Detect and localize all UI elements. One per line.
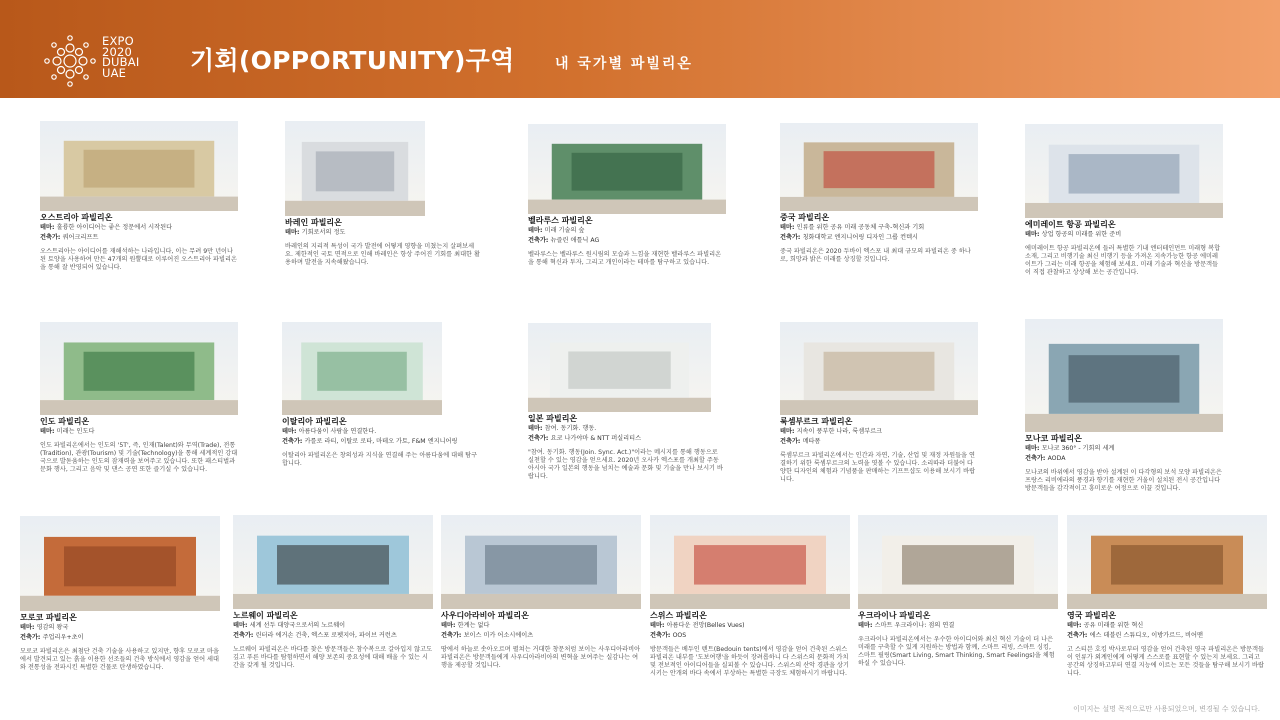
pavilion-description: 바레인의 지리적 특성이 국가 발전에 어떻게 영향을 미쳤는지 살펴보세요. 제한적인 국토 면적으로 인해 바레인은 항상 주어진 기회를 최대한 활용하며 발전을 지속해왔습니다. bbox=[285, 243, 480, 266]
pavilion-architect bbox=[282, 437, 478, 447]
pavilion-image bbox=[1067, 515, 1267, 609]
pavilion-theme bbox=[780, 427, 978, 437]
pavilion-card bbox=[528, 323, 724, 481]
pavilion-name: 바레인 파빌리온 bbox=[285, 218, 342, 227]
architect-label: 건축가: bbox=[528, 435, 551, 442]
logo-wordmark bbox=[102, 36, 139, 78]
pavilion-image bbox=[285, 121, 425, 216]
architect-label: 건축가: bbox=[1025, 455, 1048, 462]
pavilion-card bbox=[40, 121, 238, 272]
pavilion-name: 이탈리아 파빌리온 bbox=[282, 417, 347, 426]
theme-label: 테마: bbox=[40, 224, 57, 231]
pavilion-card bbox=[1025, 124, 1223, 277]
pavilion-card bbox=[282, 322, 478, 468]
pavilion-description: "참여. 동기화. 행동(Join. Sync. Act.)"이라는 메시지를 통해 행동으로 실천할 수 있는 영감을 얻으세요. 2020년 오사카 엑스포를 개최할 주동 아시아 국가 일본의 행동을 넘치는 예술과 문화 및 기술을 만나 보시기 바랍니다. bbox=[528, 449, 723, 480]
architect-value: 쿼어크리프트 bbox=[62, 234, 99, 241]
architect-label: 건축가: bbox=[441, 632, 464, 639]
pavilion-image bbox=[1025, 319, 1223, 432]
pavilion-name: 모로코 파빌리온 bbox=[20, 613, 77, 622]
architect-value: 보이스 미카 어소시에이츠 bbox=[463, 632, 534, 639]
pavilion-description: 모나코의 바위에서 영감을 받아 설계된 이 다각형의 보석 모양 파빌리온은 프랑스 리비에라의 풍경과 향기를 재현한 거울이 설치된 전시 공간입니다 방문객들을 감각적이고 흥미로운 여정으로 이끌 것입니다. bbox=[1025, 469, 1223, 492]
pavilion-theme bbox=[1067, 621, 1267, 631]
architect-value: 주업리우+초이 bbox=[42, 634, 84, 641]
pavilion-description: 오스트리아는 아이디어를 재해석하는 나라입니다, 이는 무려 9만 년이나 된 토양을 사용하여 만든 47개의 원뿔대로 이루어진 오스트리아 파빌리온을 통해 잘 반영되어 있습니다. bbox=[40, 248, 237, 271]
pavilion-description: 인도 파빌리온에서는 인도의 '5T', 즉, 인재(Talent)와 무역(Trade), 전통(Tradition), 관광(Tourism) 및 기술(Technology)을 통해 세계적인 강대국으로 발돋움하는 인도의 잠재력을 보여주고 있습니다. 또한 패스티벌과 문화 행사, 그리고 음악 및 댄스 공연 또한 즐기실 수 있습니다. bbox=[40, 442, 238, 473]
architect-label: 건축가: bbox=[780, 234, 803, 241]
pavilion-theme bbox=[858, 621, 1058, 631]
theme-label: 테마: bbox=[1025, 231, 1042, 238]
footer-note: 이미지는 설명 목적으로만 사용되었으며, 변경될 수 있습니다. bbox=[1073, 705, 1260, 713]
pavilion-theme bbox=[528, 226, 726, 236]
theme-label: 테마: bbox=[528, 227, 545, 234]
pavilion-image bbox=[40, 322, 238, 415]
theme-label: 테마: bbox=[780, 428, 797, 435]
pavilion-image bbox=[441, 515, 641, 609]
pavilion-name: 사우디아라비아 파빌리온 bbox=[441, 611, 529, 620]
theme-label: 테마: bbox=[285, 229, 302, 236]
pavilion-card bbox=[650, 515, 850, 678]
theme-label: 테마: bbox=[1067, 622, 1084, 629]
pavilion-description: 노르웨이 파빌리온은 바다를 찾은 방문객들은 참수복으로 갈아입지 않고도 깊고 푸른 바다를 탐험하면서 해양 보존의 중요성에 대해 배울 수 있는 시간을 갖게 될 것입니다. bbox=[233, 646, 433, 669]
pavilion-theme bbox=[650, 621, 850, 631]
logo-line: DUBAI bbox=[102, 55, 140, 69]
theme-value: 모나코 360° - 기회의 세계 bbox=[1041, 445, 1115, 452]
header-banner bbox=[0, 0, 1280, 98]
theme-label: 테마: bbox=[650, 622, 667, 629]
architect-label: 건축가: bbox=[650, 632, 673, 639]
pavilion-description: 이탈리아 파빌리온은 창의성과 지식을 연결해 주는 아름다움에 대해 탐구합니다. bbox=[282, 452, 478, 467]
pavilion-architect bbox=[20, 633, 220, 643]
theme-label: 테마: bbox=[233, 622, 250, 629]
page-subtitle: 내 국가별 파빌리온 bbox=[555, 56, 693, 72]
theme-label: 테마: bbox=[20, 624, 37, 631]
pavilion-description: 모로코 파빌리온은 최첨단 건축 기술을 사용하고 있지만, 향후 모로코 마을에서 발견되고 있는 흙을 이용한 선조들의 건축 방식에서 영감을 얻어 세대와 전통성을 전파시킨 특별한 건물로 탄생하였습니다. bbox=[20, 648, 219, 671]
theme-value: 영감의 왕국 bbox=[36, 624, 69, 631]
pavilion-theme bbox=[285, 228, 481, 238]
theme-value: 기회로서의 정도 bbox=[301, 229, 346, 236]
pavilion-name: 에미레이트 항공 파빌리온 bbox=[1025, 220, 1116, 229]
theme-value: 세계 선두 대양국으로서의 노르웨이 bbox=[249, 622, 346, 629]
pavilion-name: 오스트리아 파빌리온 bbox=[40, 213, 113, 222]
architect-label: 건축가: bbox=[40, 234, 63, 241]
pavilion-card bbox=[20, 516, 220, 672]
theme-value: 공유 미래를 위한 혁신 bbox=[1083, 622, 1144, 629]
pavilion-image bbox=[528, 124, 726, 214]
architect-label: 건축가: bbox=[233, 632, 256, 639]
pavilion-name: 우크라이나 파빌리온 bbox=[858, 611, 931, 620]
pavilion-name: 룩셈부르크 파빌리온 bbox=[780, 417, 853, 426]
pavilion-card bbox=[1025, 319, 1223, 493]
pavilion-card bbox=[780, 322, 978, 484]
pavilion-name: 인도 파빌리온 bbox=[40, 417, 90, 426]
architect-value: 뉴즐린 애틀닉 AG bbox=[550, 237, 600, 244]
pavilion-card bbox=[441, 515, 641, 670]
architect-label: 건축가: bbox=[20, 634, 43, 641]
pavilion-architect bbox=[780, 233, 978, 243]
pavilion-architect bbox=[233, 631, 433, 641]
pavilion-architect bbox=[40, 233, 238, 243]
pavilion-architect bbox=[780, 437, 978, 447]
theme-label: 테마: bbox=[780, 224, 797, 231]
architect-value: OOS bbox=[672, 632, 687, 639]
pavilion-name: 중국 파빌리온 bbox=[780, 213, 830, 222]
pavilion-image bbox=[40, 121, 238, 211]
theme-value: 훌륭한 아이디어는 좋은 정문에서 시작된다 bbox=[56, 224, 173, 231]
pavilion-image bbox=[528, 323, 711, 412]
architect-value: 린터라 에거손 건축, 엑스포 로펫지아, 파이브 커런츠 bbox=[255, 632, 397, 639]
pavilion-card bbox=[285, 121, 481, 267]
theme-value: 아름다운 전망(Belles Vues) bbox=[666, 622, 745, 629]
pavilion-architect bbox=[1025, 454, 1223, 464]
architect-label: 건축가: bbox=[282, 438, 305, 445]
theme-value: 아름다움이 사람을 연결한다. bbox=[298, 428, 377, 435]
architect-value: 요코 나가야마 & NTT 퍼실리티스 bbox=[550, 435, 642, 442]
pavilion-theme bbox=[282, 427, 478, 437]
pavilion-description: 고 스티븐 호킹 박사로부터 영감을 얻어 건축된 영국 파빌리온은 방문객들이 인류가 외계인에게 어떻게 스스로를 표현할 수 있는지 보세요. 그리고 공간의 상징하고부터 연결 지능에 이르는 모든 것들을 탐구해 보시기 바랍니다. bbox=[1067, 646, 1265, 677]
architect-value: 카를로 라티, 이탈로 로타, 마테오 가토, F&M 엔지니어링 bbox=[304, 438, 458, 445]
pavilion-architect bbox=[650, 631, 850, 641]
pavilion-theme bbox=[40, 223, 238, 233]
pavilion-name: 일본 파빌리온 bbox=[528, 414, 578, 423]
theme-value: 지속이 풍부한 나라, 룩셈부르크 bbox=[796, 428, 883, 435]
pavilion-name: 영국 파빌리온 bbox=[1067, 611, 1117, 620]
pavilion-description: 중국 파빌리온은 2020 두바이 엑스포 내 최대 규모의 파빌리온 중 하나로, 희망과 밝은 미래를 상징할 것입니다. bbox=[780, 248, 971, 263]
theme-value: 스마트 우크라이나: 점의 연결 bbox=[874, 622, 955, 629]
logo-line: UAE bbox=[102, 65, 127, 80]
pavilion-theme bbox=[528, 424, 724, 434]
pavilion-theme bbox=[1025, 444, 1223, 454]
pavilion-architect bbox=[1067, 631, 1267, 641]
pavilion-description: 땅에서 하늘로 솟아오르며 펼쳐는 거대한 창문처럼 보이는 사우디아라비아 파빌리온은 방문객들에게 사우디아라비아의 변혁을 보여주는 실감나는 여행을 제공할 것입니다. bbox=[441, 646, 641, 669]
pavilion-description: 룩셈부르크 파빌리온에서는 인간과 자연, 기술, 산업 및 재정 자원들을 연결하기 위한 룩셈부르크의 노력을 엿볼 수 있습니다. 소리따라 더불어 다양한 디자인의 체험과 기념품을 판매하는 기프트샵도 이용해 보시기 바랍니다. bbox=[780, 452, 976, 483]
pavilion-card bbox=[858, 515, 1058, 668]
pavilion-architect bbox=[528, 236, 726, 246]
architect-value: 메타폼 bbox=[802, 438, 821, 445]
pavilion-image bbox=[780, 123, 978, 211]
pavilion-image bbox=[233, 515, 433, 609]
theme-value: 한계는 없다 bbox=[457, 622, 490, 629]
pavilion-name: 벨라루스 파빌리온 bbox=[528, 216, 593, 225]
pavilion-description: 에미레이트 항공 파빌리온에 들러 특별한 기내 엔터테인먼트 미래형 복합 소재, 그리고 비행기술 최신 비행기 등을 가져온 지속가능한 항공 에미레이트가 그리는 미래 항공을 체험해 보세요. 미래 기술과 혁신을 방문객들이 직접 관찰하고 상상해 보는 공간입니다. bbox=[1025, 245, 1221, 276]
pavilion-description: 방문객들은 베두인 텐트(Bedouin tents)에서 영감을 얻어 건축된 스위스 파빌리온 내부를 '도보여행'을 하듯이 장려롭하니 다 스위스의 문화적 가치 및 전보적인 아이디어들을 실피볼 수 있습니다. 스위스의 산악 경관을 상기시키는 안개의 바다 속에서 부상하는 특별한 극장도 체험하시기 바랍니다. bbox=[650, 646, 849, 677]
pavilion-image bbox=[20, 516, 220, 611]
page-title: 기회(OPPORTUNITY)구역 bbox=[190, 46, 515, 75]
architect-label: 건축가: bbox=[528, 237, 551, 244]
theme-label: 테마: bbox=[282, 428, 299, 435]
expo-logo-icon bbox=[42, 33, 98, 89]
pavilion-name: 노르웨이 파빌리온 bbox=[233, 611, 298, 620]
theme-label: 테마: bbox=[40, 428, 57, 435]
pavilion-card bbox=[528, 124, 726, 267]
pavilion-card bbox=[40, 322, 238, 474]
pavilion-theme bbox=[780, 223, 978, 233]
pavilion-theme bbox=[233, 621, 433, 631]
architect-value: 칭화대학교 엔지니어링 디자인 그룹 컨텍시 bbox=[802, 234, 919, 241]
pavilion-theme bbox=[441, 621, 641, 631]
pavilion-card bbox=[780, 123, 978, 264]
pavilion-architect bbox=[441, 631, 641, 641]
theme-value: 미래 기술의 숲 bbox=[544, 227, 585, 234]
logo-line: 2020 bbox=[102, 44, 133, 59]
theme-value: 상업 항공의 미래를 위한 준비 bbox=[1041, 231, 1122, 238]
pavilion-architect bbox=[528, 434, 724, 444]
architect-label: 건축가: bbox=[1067, 632, 1090, 639]
theme-label: 테마: bbox=[1025, 445, 1042, 452]
pavilion-image bbox=[858, 515, 1058, 609]
pavilion-name: 스위스 파빌리온 bbox=[650, 611, 707, 620]
pavilion-theme bbox=[40, 427, 238, 437]
pavilion-description: 벨라루스는 벨라루스 원시림의 모습과 느낌을 재현한 벨라루스 파빌리온을 통해 혁신과 투자, 그리고 개인이라는 테마를 탐구하고 있습니다. bbox=[528, 251, 722, 266]
pavilion-theme bbox=[1025, 230, 1223, 240]
pavilion-image bbox=[282, 322, 442, 415]
pavilion-image bbox=[1025, 124, 1223, 218]
pavilion-card bbox=[233, 515, 433, 670]
pavilion-image bbox=[650, 515, 850, 609]
theme-label: 테마: bbox=[858, 622, 875, 629]
theme-value: 인류를 위한 공유 미래 공동체 구축-혁신과 기회 bbox=[796, 224, 925, 231]
theme-label: 테마: bbox=[528, 425, 545, 432]
pavilion-theme bbox=[20, 623, 220, 633]
pavilion-card bbox=[1067, 515, 1267, 678]
pavilion-image bbox=[780, 322, 978, 415]
theme-value: 미래는 인도다 bbox=[56, 428, 95, 435]
pavilion-description: 우크라이나 파빌리온에서는 우수한 아이디어와 최신 혁신 기술이 더 나은 미래를 구축할 수 있게 지원하는 방법과 함께, 스마트 리빙, 스마트 싱킹, 스마트 필링(Smart Living, Smart Thinking, Smart Feelings)을 체험하실 수 있습니다. bbox=[858, 636, 1055, 667]
pavilion-name: 모나코 파빌리온 bbox=[1025, 434, 1082, 443]
architect-value: 에스 데블린 스튜디오, 이방가르드, 비어맨 bbox=[1089, 632, 1203, 639]
logo-line: EXPO bbox=[102, 34, 134, 48]
architect-label: 건축가: bbox=[780, 438, 803, 445]
theme-value: 참여. 동기화. 행동. bbox=[544, 425, 597, 432]
architect-value: AODA bbox=[1047, 455, 1066, 462]
theme-label: 테마: bbox=[441, 622, 458, 629]
